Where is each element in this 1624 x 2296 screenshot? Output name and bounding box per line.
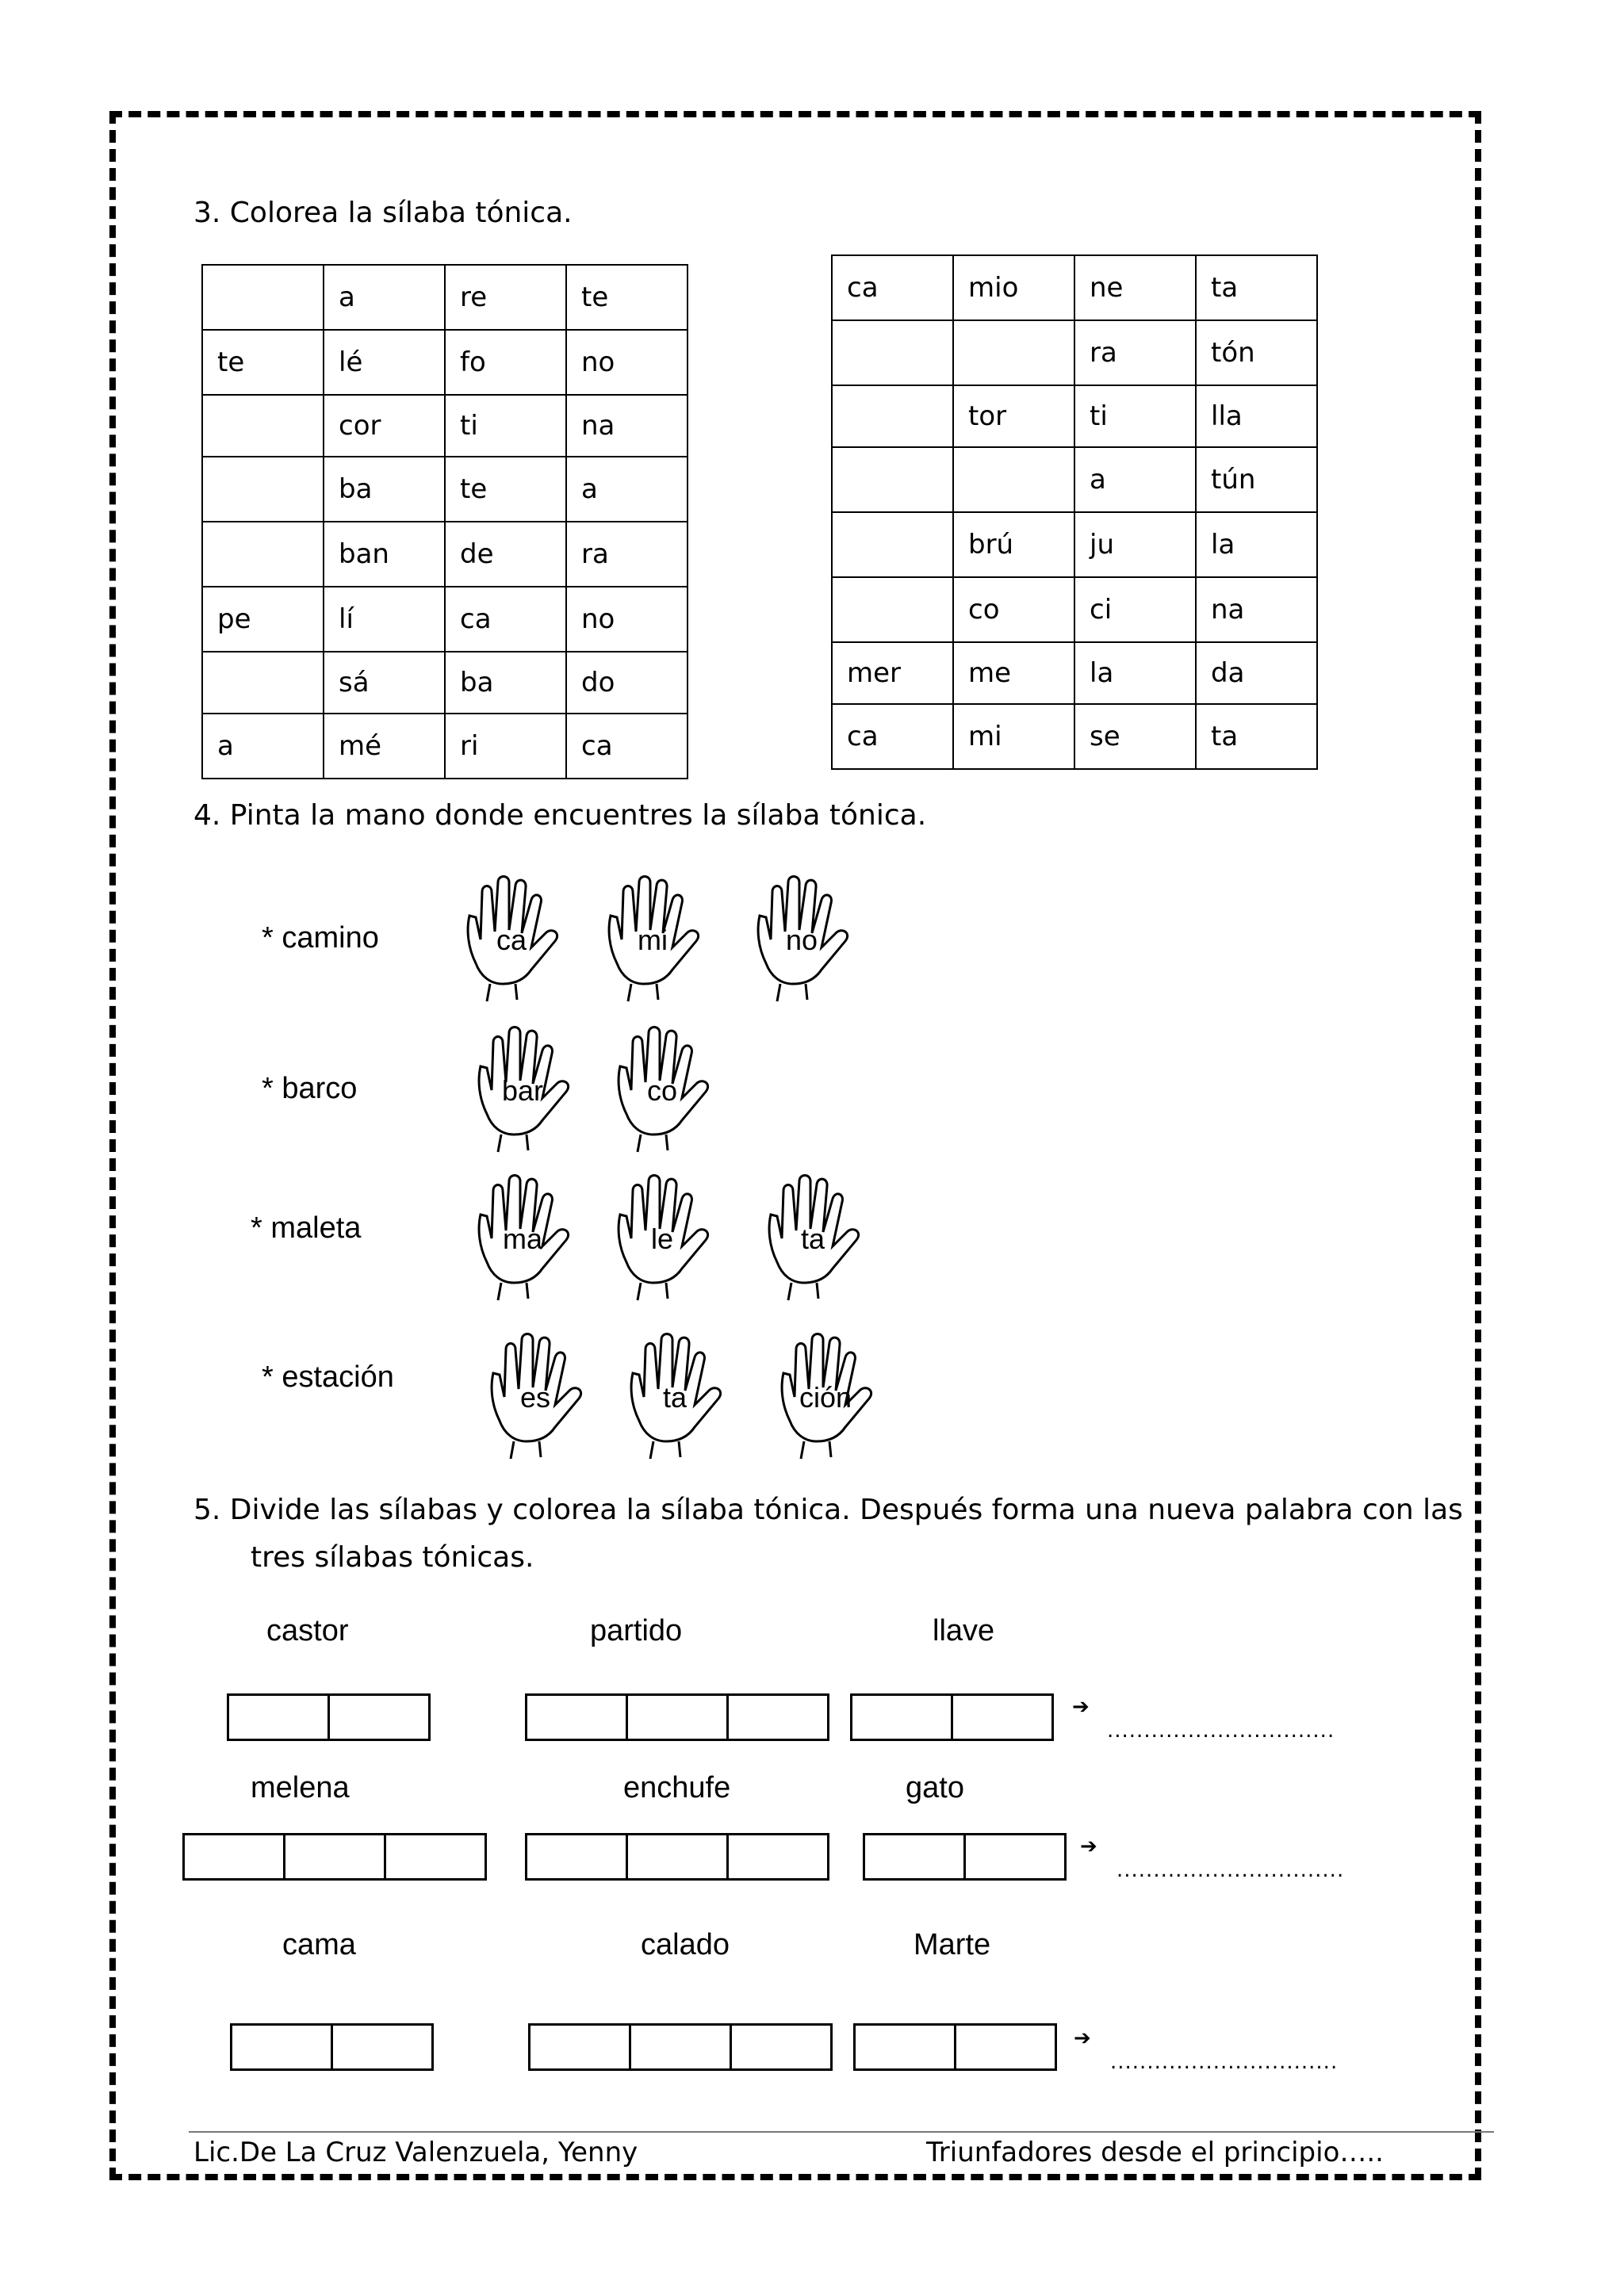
hand-syllable: co	[646, 1074, 678, 1107]
table-cell: ca	[566, 714, 688, 779]
table-cell: mer	[832, 642, 953, 704]
table-cell: na	[1196, 577, 1317, 642]
table-cell	[953, 447, 1074, 512]
syllable-box[interactable]	[384, 1833, 487, 1881]
table-cell: ba	[445, 652, 566, 714]
table-cell: ju	[1074, 512, 1196, 577]
table-cell: ra	[1074, 320, 1196, 385]
word-label-barco: * barco	[262, 1072, 358, 1105]
table-cell: pe	[202, 587, 324, 652]
word-marte: Marte	[914, 1928, 991, 1961]
table-cell	[832, 447, 953, 512]
table-cell: ta	[1196, 255, 1317, 320]
hand-syllable: ma	[502, 1223, 542, 1255]
table-cell: a	[202, 714, 324, 779]
syllable-box[interactable]	[863, 1833, 966, 1881]
hand-syllable: es	[519, 1381, 551, 1414]
table-cell: a	[324, 265, 445, 330]
word-partido: partido	[590, 1614, 683, 1647]
hand-syllable: le	[650, 1223, 674, 1255]
table-cell: me	[953, 642, 1074, 704]
syllable-table-left	[201, 264, 688, 779]
syllable-box[interactable]	[730, 2023, 833, 2071]
table-cell	[832, 577, 953, 642]
table-cell: ca	[832, 704, 953, 769]
table-cell	[832, 385, 953, 447]
hand-syllable-option[interactable]	[452, 868, 571, 1003]
table-cell: ne	[1074, 255, 1196, 320]
table-cell: a	[1074, 447, 1196, 512]
table-cell	[832, 512, 953, 577]
table-cell: tún	[1196, 447, 1317, 512]
answer-blank[interactable]: ...............................	[1107, 1719, 1335, 1743]
syllable-box[interactable]	[954, 2023, 1057, 2071]
table-cell: la	[1074, 642, 1196, 704]
word-label-estacion: * estación	[262, 1360, 394, 1394]
hand-syllable-option[interactable]	[753, 1167, 872, 1302]
footer-motto: Triunfadores desde el principio…..	[926, 2137, 1384, 2168]
table-cell: mi	[953, 704, 1074, 769]
table-cell: na	[566, 395, 688, 457]
table-cell: sá	[324, 652, 445, 714]
table-cell: te	[566, 265, 688, 330]
syllable-box[interactable]	[626, 1833, 729, 1881]
table-cell: ba	[324, 457, 445, 522]
hand-syllable-option[interactable]	[615, 1326, 734, 1460]
syllable-box[interactable]	[528, 2023, 631, 2071]
syllable-boxes	[525, 1833, 829, 1881]
word-castor: castor	[266, 1614, 349, 1647]
syllable-boxes	[853, 2023, 1057, 2071]
exercise-3-heading: 3. Colorea la sílaba tónica.	[193, 197, 573, 229]
table-cell: cor	[324, 395, 445, 457]
exercise-5-heading-continued: tres sílabas tónicas.	[251, 1541, 534, 1574]
table-cell: no	[566, 587, 688, 652]
table-cell: te	[202, 330, 324, 395]
word-calado: calado	[641, 1928, 730, 1961]
table-cell: ca	[832, 255, 953, 320]
table-cell: se	[1074, 704, 1196, 769]
table-cell: do	[566, 652, 688, 714]
table-cell	[832, 320, 953, 385]
hand-syllable-option[interactable]	[603, 1019, 722, 1154]
table-cell: la	[1196, 512, 1317, 577]
table-cell: re	[445, 265, 566, 330]
hand-syllable: ta	[800, 1223, 825, 1255]
syllable-table-right	[831, 254, 1318, 770]
hand-syllable-option[interactable]	[603, 1167, 722, 1302]
syllable-box[interactable]	[850, 1693, 953, 1741]
table-cell: co	[953, 577, 1074, 642]
syllable-box[interactable]	[951, 1693, 1054, 1741]
syllable-box[interactable]	[327, 1693, 431, 1741]
table-cell: te	[445, 457, 566, 522]
table-cell: lé	[324, 330, 445, 395]
table-cell: fo	[445, 330, 566, 395]
hand-syllable: mi	[638, 924, 668, 956]
table-cell: lí	[324, 587, 445, 652]
table-cell	[202, 522, 324, 587]
syllable-box[interactable]	[626, 1693, 729, 1741]
table-cell: ban	[324, 522, 445, 587]
table-cell: tor	[953, 385, 1074, 447]
hand-syllable-option[interactable]	[463, 1019, 582, 1154]
word-gato: gato	[906, 1771, 964, 1804]
arrow-icon: ➔	[1080, 1835, 1097, 1858]
table-cell: ti	[445, 395, 566, 457]
answer-blank[interactable]: ...............................	[1110, 2050, 1339, 2074]
hand-syllable: bar	[501, 1074, 544, 1107]
hand-syllable-option[interactable]	[593, 868, 712, 1003]
table-cell: lla	[1196, 385, 1317, 447]
table-cell: mio	[953, 255, 1074, 320]
hand-syllable-option[interactable]	[463, 1167, 582, 1302]
syllable-boxes	[230, 2023, 434, 2071]
table-cell	[953, 320, 1074, 385]
syllable-boxes	[182, 1833, 487, 1881]
table-cell: ri	[445, 714, 566, 779]
exercise-5-heading: 5. Divide las sílabas y colorea la sílaba tónica. Después forma una nueva palabra con las	[193, 1494, 1463, 1526]
hand-syllable-option[interactable]	[766, 1326, 885, 1460]
word-enchufe: enchufe	[623, 1771, 731, 1804]
syllable-boxes	[528, 2023, 833, 2071]
syllable-box[interactable]	[963, 1833, 1067, 1881]
footer-author: Lic.De La Cruz Valenzuela, Yenny	[193, 2137, 638, 2168]
word-label-camino: * camino	[262, 921, 379, 955]
syllable-box[interactable]	[726, 1833, 829, 1881]
syllable-box[interactable]	[331, 2023, 434, 2071]
syllable-boxes	[863, 1833, 1067, 1881]
hand-syllable-option[interactable]	[742, 868, 861, 1003]
hand-syllable: no	[785, 924, 818, 956]
exercise-4-heading: 4. Pinta la mano donde encuentres la sílaba tónica.	[193, 799, 927, 832]
table-cell: no	[566, 330, 688, 395]
hand-syllable: ta	[662, 1381, 688, 1414]
table-cell	[202, 265, 324, 330]
table-cell: ta	[1196, 704, 1317, 769]
arrow-icon: ➔	[1074, 2026, 1091, 2050]
hand-syllable-option[interactable]	[476, 1326, 595, 1460]
arrow-icon: ➔	[1072, 1695, 1090, 1719]
table-cell: ci	[1074, 577, 1196, 642]
table-cell: da	[1196, 642, 1317, 704]
table-cell	[202, 395, 324, 457]
table-cell: ti	[1074, 385, 1196, 447]
table-cell: tón	[1196, 320, 1317, 385]
syllable-box[interactable]	[227, 1693, 330, 1741]
table-cell: ca	[445, 587, 566, 652]
table-cell: a	[566, 457, 688, 522]
word-label-maleta: * maleta	[251, 1211, 362, 1245]
syllable-box[interactable]	[182, 1833, 285, 1881]
table-cell	[202, 457, 324, 522]
syllable-box[interactable]	[853, 2023, 956, 2071]
syllable-boxes	[227, 1693, 431, 1741]
syllable-boxes	[850, 1693, 1054, 1741]
answer-blank[interactable]: ...............................	[1116, 1858, 1345, 1882]
syllable-boxes	[525, 1693, 829, 1741]
word-cama: cama	[282, 1928, 356, 1961]
table-cell: ra	[566, 522, 688, 587]
syllable-box[interactable]	[525, 1833, 628, 1881]
table-cell: brú	[953, 512, 1074, 577]
table-cell	[202, 652, 324, 714]
hand-syllable: ca	[496, 924, 527, 956]
syllable-box[interactable]	[230, 2023, 333, 2071]
syllable-box[interactable]	[525, 1693, 628, 1741]
hand-syllable: ción	[799, 1381, 852, 1414]
table-cell: de	[445, 522, 566, 587]
word-llave: llave	[933, 1614, 995, 1647]
table-cell: mé	[324, 714, 445, 779]
footer-divider	[189, 2131, 1494, 2133]
syllable-box[interactable]	[283, 1833, 386, 1881]
syllable-box[interactable]	[629, 2023, 732, 2071]
syllable-box[interactable]	[726, 1693, 829, 1741]
word-melena: melena	[251, 1771, 350, 1804]
